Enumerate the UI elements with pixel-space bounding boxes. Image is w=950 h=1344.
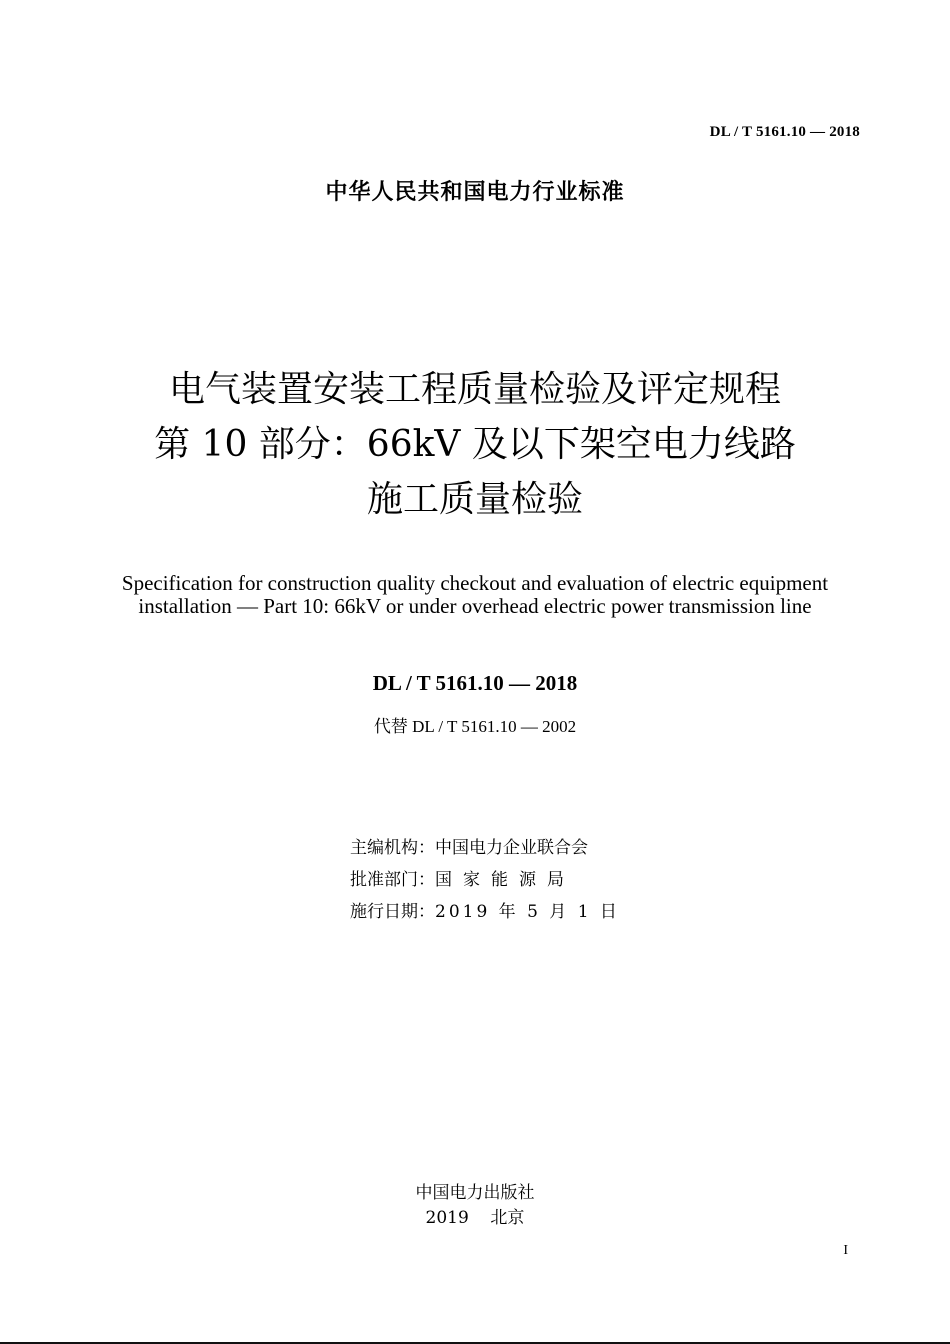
editor-value: 中国电力企业联合会 (435, 838, 588, 858)
approver-value: 国家能源局 (435, 870, 575, 890)
publisher-block (0, 1181, 950, 1231)
publisher-name: 中国电力出版社 (415, 1183, 535, 1203)
effective-date-row (350, 896, 620, 928)
effective-date-value: 2019 年 5 月 1 日 (435, 902, 620, 922)
replaces-standard: 代替 DL / T 5161.10 — 2002 (373, 717, 577, 736)
english-title-line-2: installation — Part 10: 66kV or under overhead electric power transmission line (138, 594, 812, 618)
editor-row (350, 832, 620, 864)
effective-date-label: 施行日期： (350, 902, 435, 922)
standard-code: DL / T 5161.10 — 2018 (372, 671, 578, 695)
chinese-title-line-3: 施工质量检验 (366, 479, 583, 520)
chinese-title-line-2: 第 10 部分：66kV 及以下架空电力线路 (154, 424, 796, 465)
english-title (0, 572, 950, 618)
header-standard-code: DL / T 5161.10 — 2018 (709, 124, 860, 140)
approver-label: 批准部门： (350, 870, 435, 890)
page-number: I (843, 1243, 848, 1258)
chinese-title (0, 362, 950, 527)
industry-standard-heading: 中华人民共和国电力行业标准 (325, 180, 625, 205)
english-title-line-1: Specification for construction quality checkout and evaluation of electric equipment (121, 571, 829, 595)
editor-label: 主编机构： (350, 838, 435, 858)
approver-row (350, 864, 620, 896)
publication-year-place: 2019 北京 (425, 1208, 525, 1228)
standard-metadata (350, 832, 620, 928)
chinese-title-line-1: 电气装置安装工程质量检验及评定规程 (168, 369, 781, 410)
